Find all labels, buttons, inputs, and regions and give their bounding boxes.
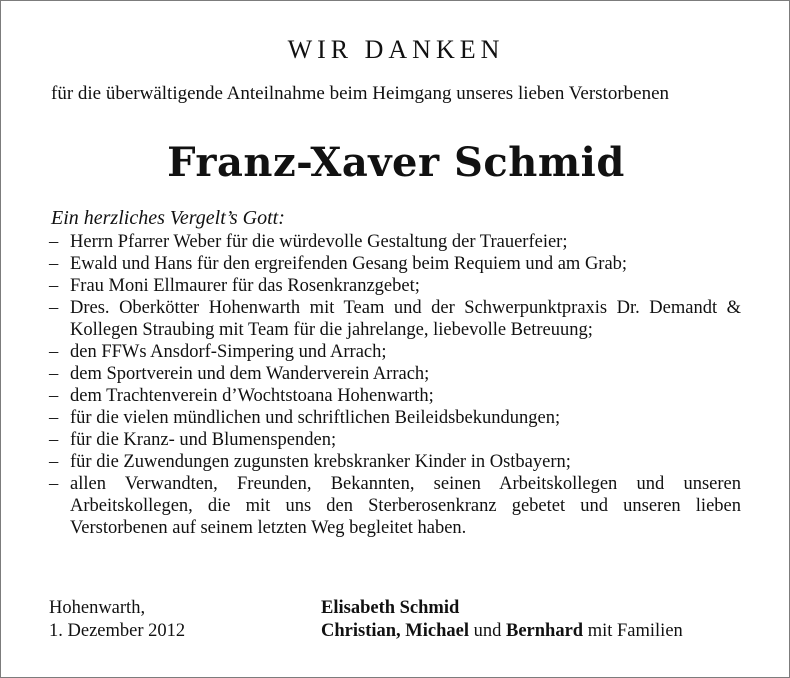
signer-und: und bbox=[473, 621, 502, 641]
dash-bullet: – bbox=[49, 386, 59, 406]
list-item-text: für die Zuwendungen zugunsten krebskranker Kinder in Ostbayern; bbox=[70, 452, 571, 472]
intro-text: für die überwältigende Anteilnahme beim Heimgang unseres lieben Verstorbenen bbox=[51, 83, 670, 104]
list-item-text: für die Kranz- und Blumenspenden; bbox=[70, 430, 337, 450]
deceased-name: Franz-Xaver Schmid bbox=[167, 139, 625, 186]
list-item bbox=[49, 385, 741, 407]
dash-bullet: – bbox=[49, 430, 59, 450]
list-item-text: Frau Moni Ellmaurer für das Rosenkranzgebet; bbox=[70, 276, 420, 296]
date: 1. Dezember 2012 bbox=[49, 621, 186, 641]
signer-bernhard: Bernhard bbox=[506, 621, 584, 641]
list-item-text: Ewald und Hans für den ergreifenden Gesang beim Requiem und am Grab; bbox=[70, 254, 628, 274]
signer-secondary bbox=[321, 620, 771, 643]
list-item-text: für die vielen mündlichen und schriftlichen Beileidsbekundungen; bbox=[70, 408, 561, 428]
list-item-text: Herrn Pfarrer Weber für die würdevolle Gestaltung der Trauerfeier; bbox=[70, 232, 568, 252]
list-item bbox=[49, 429, 741, 451]
signers bbox=[321, 597, 771, 643]
dash-bullet: – bbox=[49, 364, 59, 384]
signer-christian: Christian, bbox=[321, 621, 401, 641]
list-item-text: dem Sportverein und dem Wanderverein Arrach; bbox=[70, 364, 430, 384]
list-item bbox=[49, 275, 741, 297]
dash-bullet: – bbox=[49, 298, 59, 318]
notice-heading: WIR DANKEN bbox=[287, 35, 505, 64]
list-item bbox=[49, 231, 741, 253]
list-item bbox=[49, 253, 741, 275]
list-item bbox=[49, 341, 741, 363]
signer-suffix: mit Familien bbox=[587, 621, 683, 641]
dash-bullet: – bbox=[49, 474, 59, 494]
place-date bbox=[49, 597, 289, 643]
list-item-text: den FFWs Ansdorf-Simpering und Arrach; bbox=[70, 342, 387, 362]
dash-bullet: – bbox=[49, 276, 59, 296]
list-item bbox=[49, 297, 741, 341]
list-item bbox=[49, 363, 741, 385]
list-item bbox=[49, 473, 741, 539]
list-item bbox=[49, 451, 741, 473]
dash-bullet: – bbox=[49, 452, 59, 472]
thanks-subheading: Ein herzliches Vergelt’s Gott: bbox=[51, 207, 285, 229]
signer-michael: Michael bbox=[405, 621, 469, 641]
list-item-text: allen Verwandten, Freunden, Bekannten, seinen Arbeitskollegen und unseren Arbeitskollegen, die mit uns den Sterberosenkranz gebetet und unseren lieben Verstorbenen auf seinem letzten Weg begleitet haben. bbox=[70, 474, 741, 538]
thanks-list bbox=[49, 231, 741, 539]
dash-bullet: – bbox=[49, 342, 59, 362]
list-item-text: Dres. Oberkötter Hohenwarth mit Team und der Schwerpunktpraxis Dr. Demandt & Kollegen Straubing mit Team für die jahrelange, liebevolle Betreuung; bbox=[70, 298, 741, 340]
list-item-text: dem Trachtenverein d’Wochtstoana Hohenwarth; bbox=[70, 386, 434, 406]
signer-primary: Elisabeth Schmid bbox=[321, 598, 460, 618]
dash-bullet: – bbox=[49, 408, 59, 428]
dash-bullet: – bbox=[49, 254, 59, 274]
place: Hohenwarth, bbox=[49, 598, 146, 618]
dash-bullet: – bbox=[49, 232, 59, 252]
list-item bbox=[49, 407, 741, 429]
